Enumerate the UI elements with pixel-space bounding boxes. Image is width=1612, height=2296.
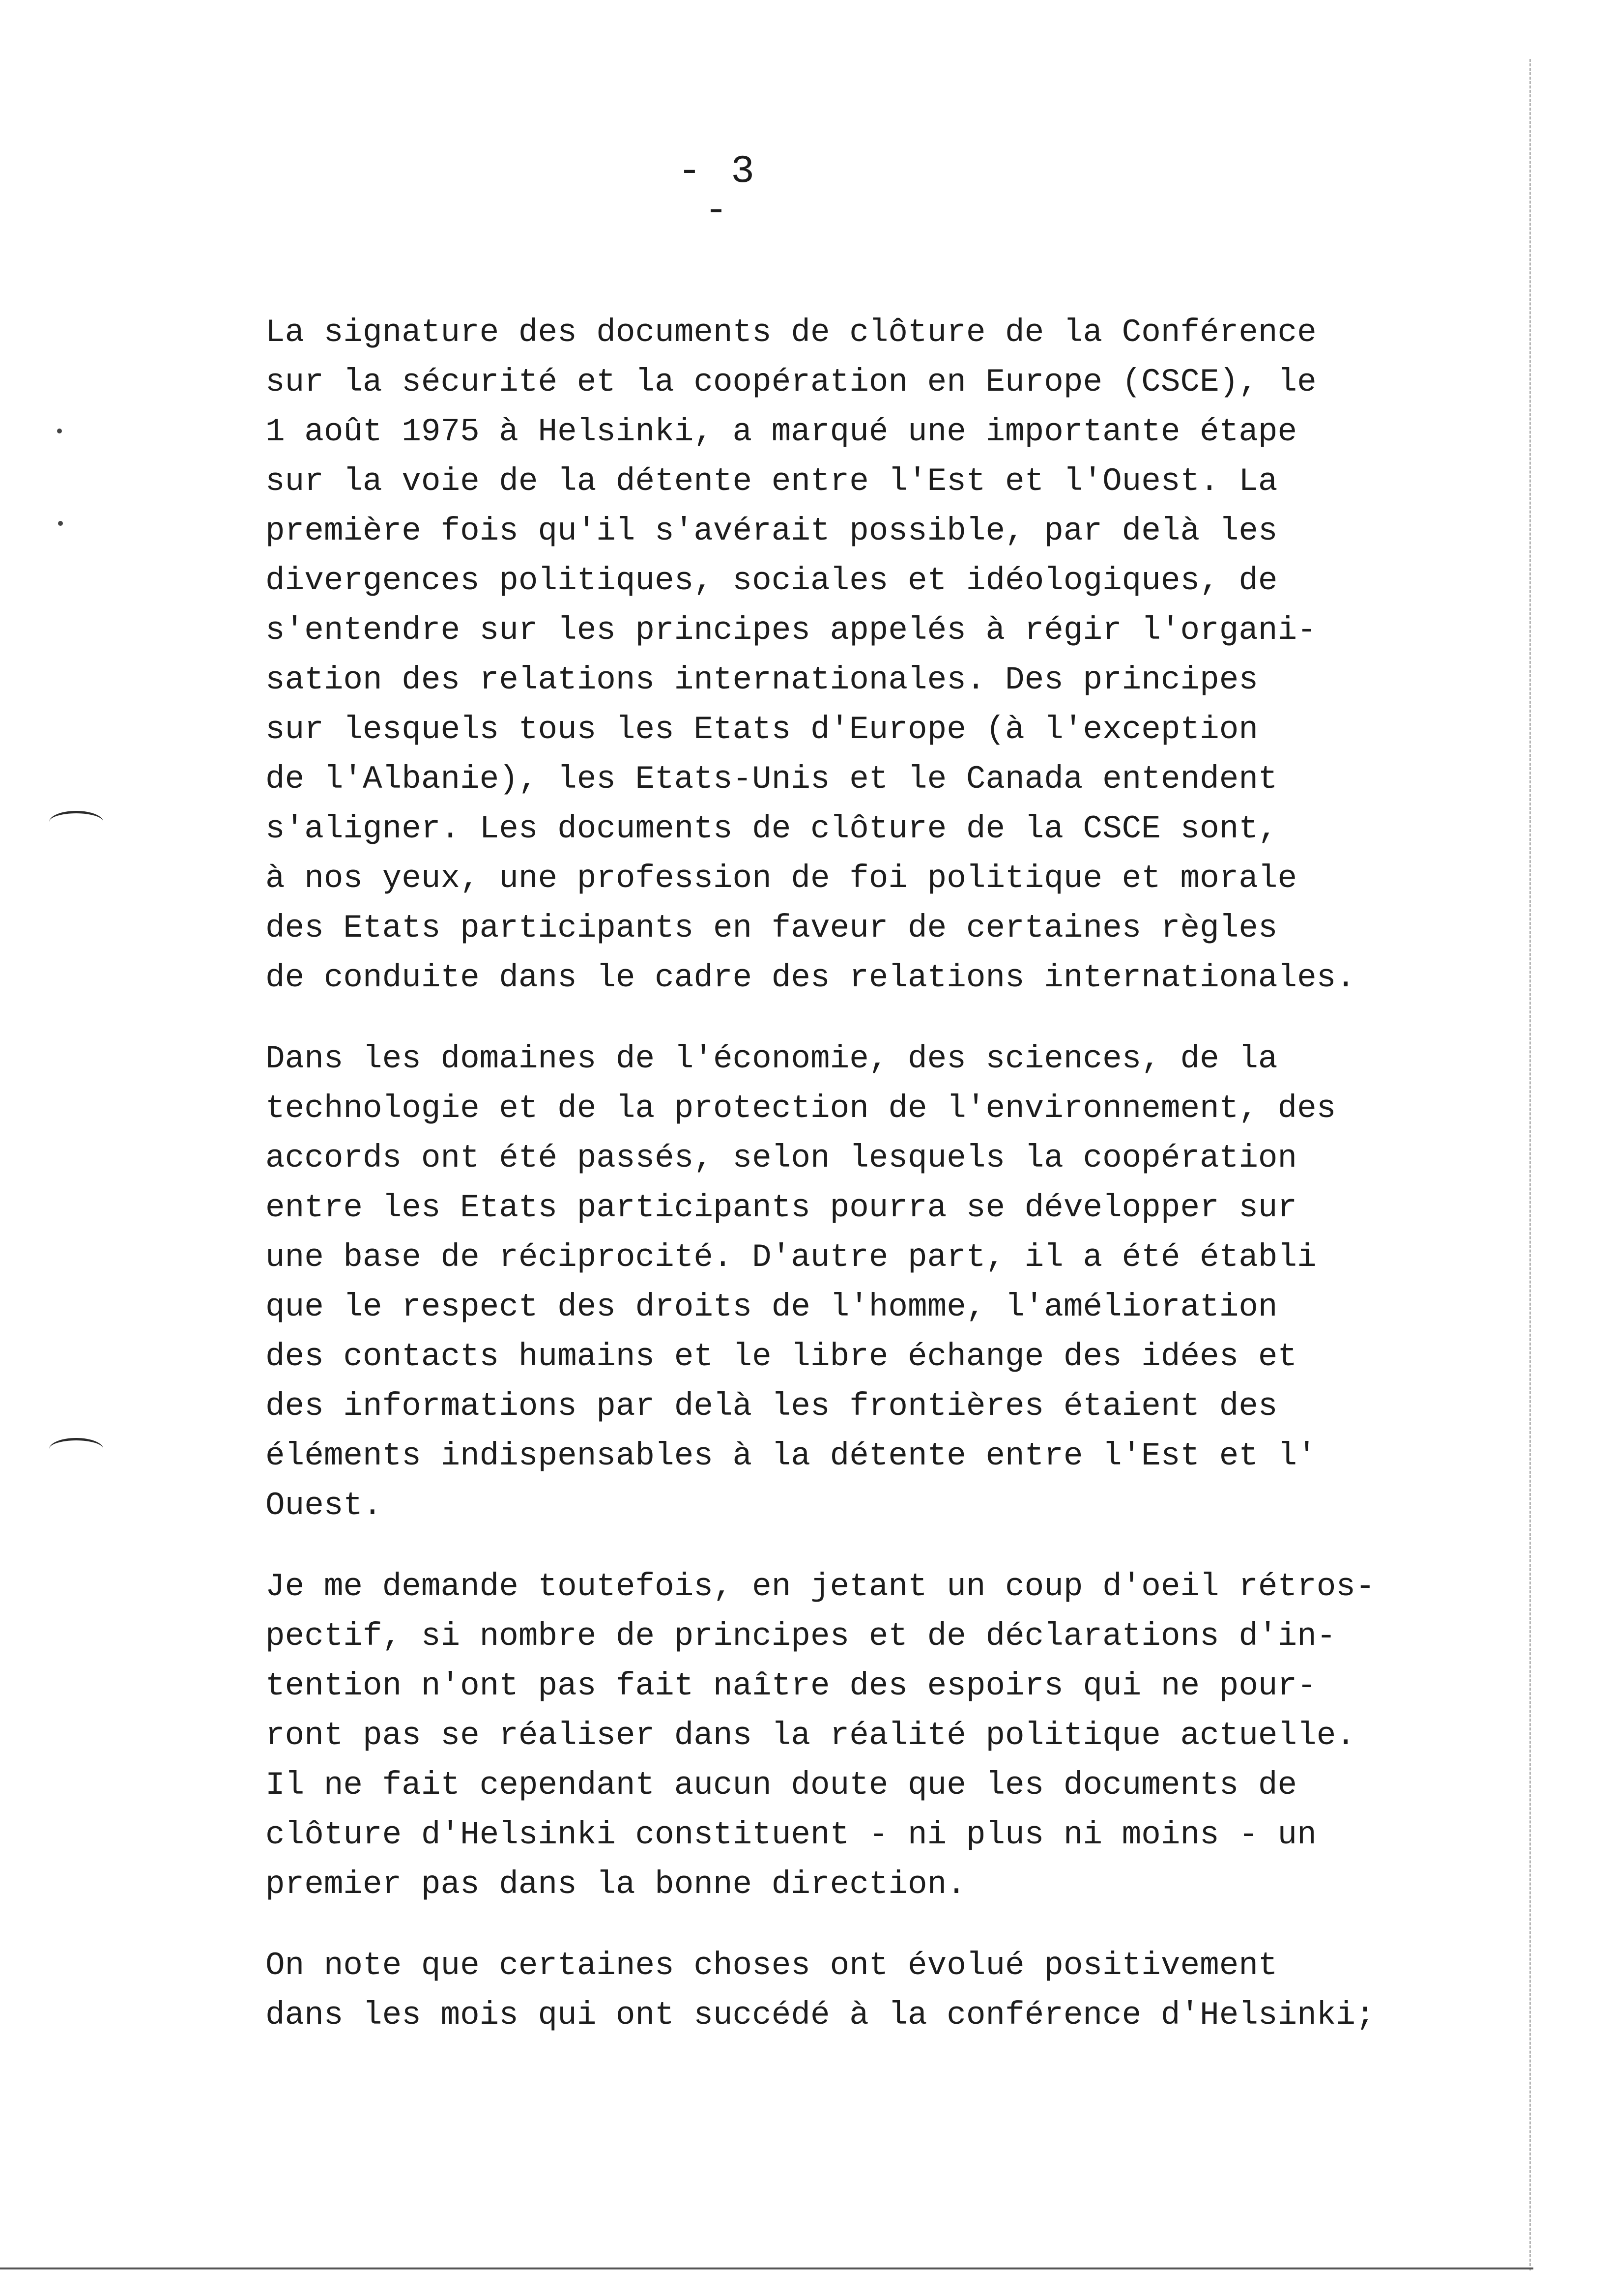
text-line: tention n'ont pas fait naître des espoirs qui ne pour- — [265, 1667, 1317, 1704]
text-line: Dans les domaines de l'économie, des sciences, de la — [265, 1040, 1278, 1077]
text-line: 1 août 1975 à Helsinki, a marqué une importante étape — [265, 413, 1297, 450]
paragraph-3 — [265, 1562, 1445, 1909]
text-line: s'entendre sur les principes appelés à régir l'organi- — [265, 612, 1317, 649]
hole-punch-mark — [49, 1438, 103, 1460]
margin-dot-mark — [58, 521, 63, 526]
text-line: Je me demande toutefois, en jetant un coup d'oeil rétros- — [265, 1568, 1375, 1605]
text-line: accords ont été passés, selon lesquels la coopération — [265, 1140, 1297, 1177]
scan-right-edge — [1529, 59, 1531, 2270]
hole-punch-mark — [49, 811, 103, 833]
text-line: La signature des documents de clôture de la Conférence — [265, 314, 1317, 351]
text-line: des contacts humains et le libre échange des idées et — [265, 1338, 1297, 1375]
text-line: éléments indispensables à la détente entre l'Est et l' — [265, 1437, 1317, 1474]
text-line: clôture d'Helsinki constituent - ni plus ni moins - un — [265, 1816, 1317, 1853]
text-line: On note que certaines choses ont évolué positivement — [265, 1947, 1278, 1984]
text-line: Il ne fait cependant aucun doute que les documents de — [265, 1767, 1297, 1804]
text-line: que le respect des droits de l'homme, l'amélioration — [265, 1289, 1278, 1325]
text-line: des Etats participants en faveur de certaines règles — [265, 910, 1278, 947]
text-line: une base de réciprocité. D'autre part, il a été établi — [265, 1239, 1317, 1276]
paragraph-2 — [265, 1034, 1445, 1530]
text-line: Ouest. — [265, 1487, 382, 1524]
text-line: sur lesquels tous les Etats d'Europe (à l'exception — [265, 711, 1258, 748]
text-line: sation des relations internationales. Des principes — [265, 661, 1258, 698]
text-line: s'aligner. Les documents de clôture de la CSCE sont, — [265, 810, 1278, 847]
text-line: à nos yeux, une profession de foi politique et morale — [265, 860, 1297, 897]
text-line: de conduite dans le cadre des relations internationales. — [265, 959, 1355, 996]
text-line: sur la voie de la détente entre l'Est et l'Ouest. La — [265, 463, 1278, 500]
text-line: divergences politiques, sociales et idéologiques, de — [265, 562, 1278, 599]
text-line: première fois qu'il s'avérait possible, par delà les — [265, 513, 1278, 549]
text-line: de l'Albanie), les Etats-Unis et le Canada entendent — [265, 761, 1278, 798]
text-line: entre les Etats participants pourra se développer sur — [265, 1189, 1297, 1226]
page-number: - 3 - — [677, 149, 758, 233]
paragraph-1 — [265, 308, 1445, 1003]
text-line: des informations par delà les frontières étaient des — [265, 1388, 1278, 1425]
margin-dot-mark — [57, 429, 62, 433]
text-line: technologie et de la protection de l'environnement, des — [265, 1090, 1336, 1127]
text-line: premier pas dans la bonne direction. — [265, 1866, 966, 1903]
paragraph-4 — [265, 1941, 1445, 2040]
bottom-scan-line — [0, 2267, 1533, 2269]
text-line: pectif, si nombre de principes et de déclarations d'in- — [265, 1618, 1336, 1655]
text-line: dans les mois qui ont succédé à la conférence d'Helsinki; — [265, 1997, 1375, 2034]
text-line: ront pas se réaliser dans la réalité politique actuelle. — [265, 1717, 1355, 1754]
letter-body — [265, 308, 1445, 2071]
text-line: sur la sécurité et la coopération en Europe (CSCE), le — [265, 364, 1317, 401]
